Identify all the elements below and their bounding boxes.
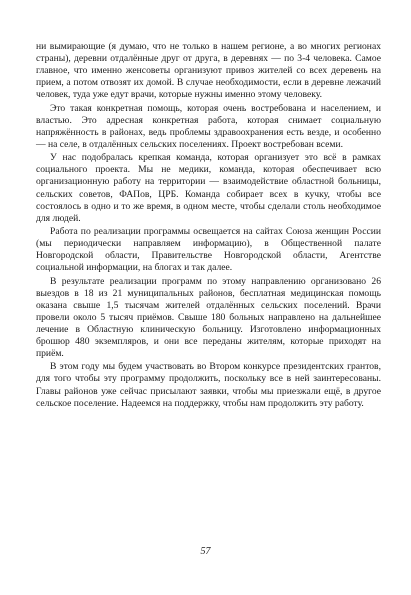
paragraph: Работа по реализации программы освещается на сайтах Союза женщин России (мы периодически направляем информацию), в Общественной палате Новгородской области, Правительстве Новгородской области, Агентстве социальной информации, на блогах и так далее. <box>36 225 381 274</box>
paragraph: Это такая конкретная помощь, которая очень востребована и населением, и властью. Это адресная конкретная работа, которая снимает социальную напряжённость в районах, ведь проблемы здравоохранения есть везде, и особенно — на селе, в отдалённых сельских поселениях. Проект востребован всеми. <box>36 102 381 150</box>
paragraph: В результате реализации программ по этому направлению организовано 26 выездов в 18 из 21 муниципальных районов, бесплатная медицинская помощь оказана свыше 1,5 тысячам жителей отдалённых сельских поселений. Врачи провели около 5 тысяч приёмов. Свыше 180 больных направлено на дальнейшее лечение в Областную клиническую больницу. Изготовлено информационных брошюр 480 экземпляров, и они все переданы жителям, которые приходят на приём. <box>36 275 381 360</box>
page-number: 57 <box>200 546 211 557</box>
paragraph: В этом году мы будем участвовать во Втором конкурсе президентских грантов, для того чтобы эту программу продолжить, поскольку все в ней заинтересованы. Главы районов уже сейчас присылают заявки, чтобы мы приезжали ещё, в другое сельское поселение. Надеемся на поддержку, чтобы нам продолжить эту работу. <box>36 361 381 409</box>
paragraph-continued: ни вымирающие (я думаю, что не только в нашем регионе, а во многих регионах страны), деревни отдалённые друг от друга, в деревнях — по 3-4 человека. Самое главное, что именно женсоветы организуют привоз жителей со всех деревень на прием, а потом отвозят их домой. В случае необходимости, если в деревне лежачий человек, туда уже едут врачи, которые нужны именно этому человеку. <box>36 41 381 101</box>
body-text <box>36 41 381 411</box>
paragraph: У нас подобралась крепкая команда, которая организует это всё в рамках социального проекта. Мы не медики, команда, которая обеспечивает всю организационную работу на территории — взаимодействие областной больницы, сельских советов, ФАПов, ЦРБ. Команда собирает всех в кучку, чтобы все состоялось в одно и то же время, в одном месте, чтобы сделали столь необходимое для людей. <box>36 152 381 224</box>
